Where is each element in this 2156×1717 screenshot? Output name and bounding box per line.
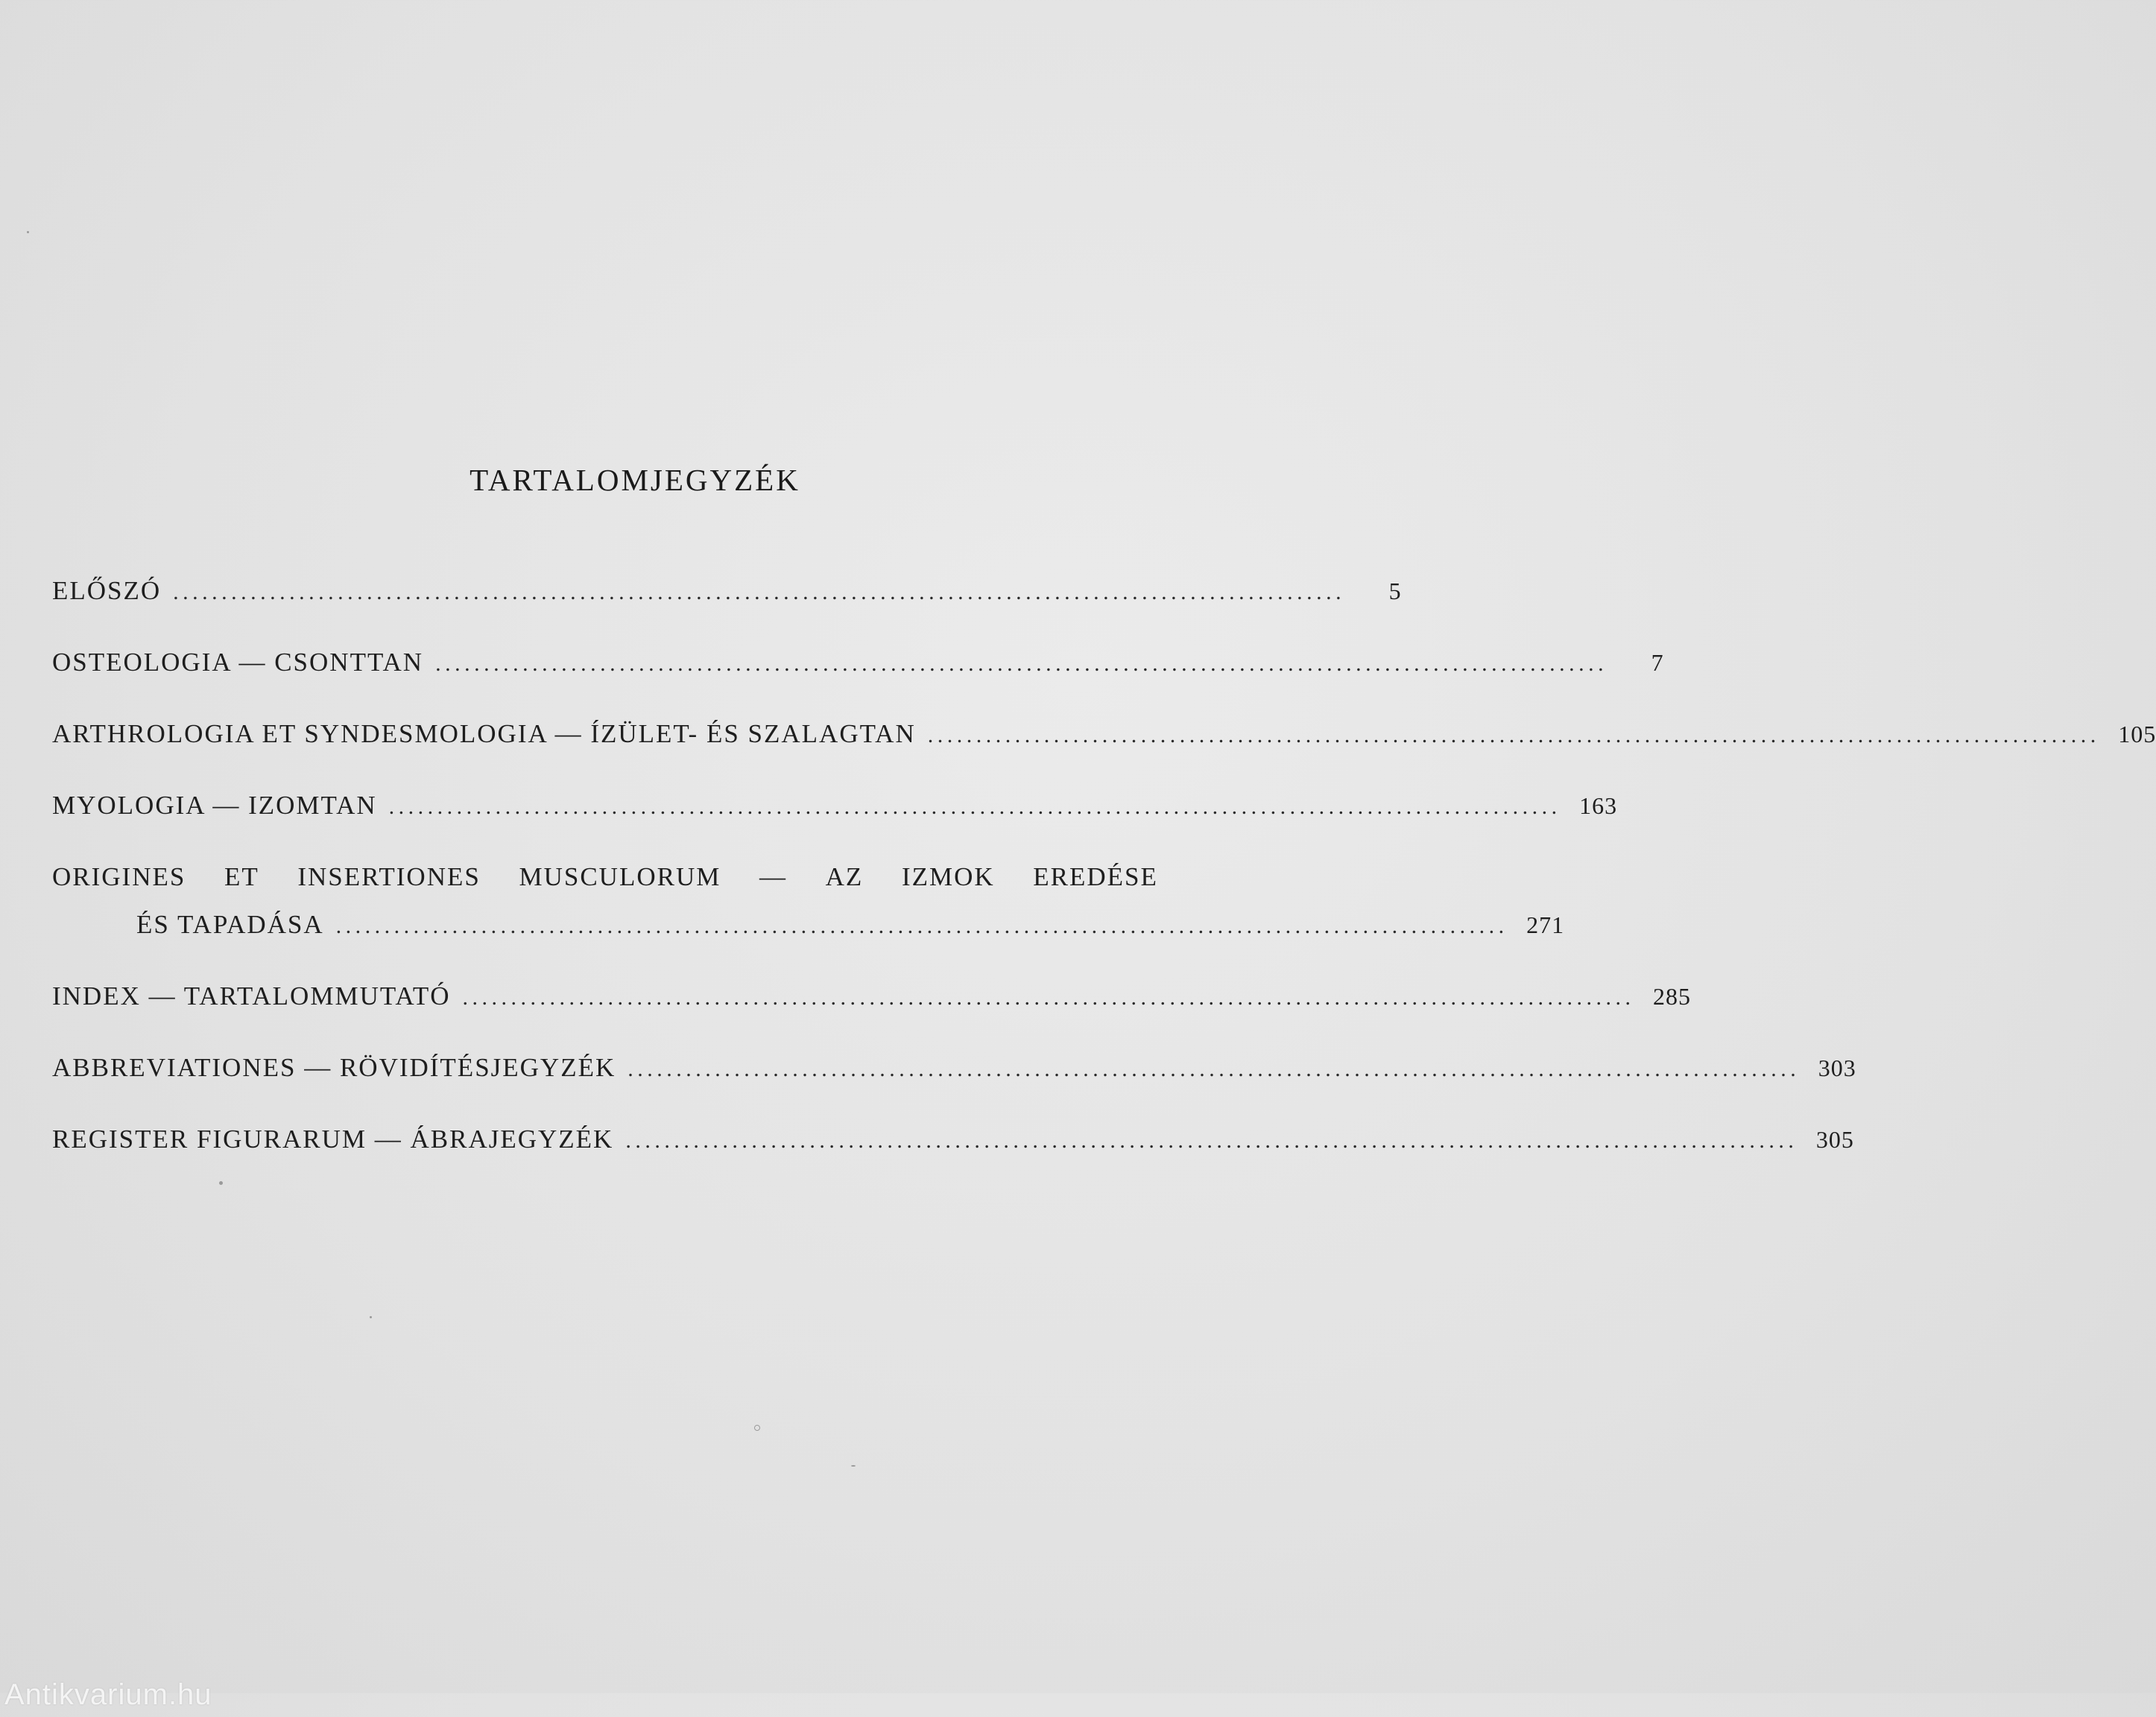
- toc-word: IZMOK: [901, 862, 995, 891]
- leader-dots: [389, 790, 1557, 824]
- leader-dots: [625, 1124, 1793, 1158]
- toc-entry-osteologia: [52, 645, 1664, 681]
- toc-entry-page: 271: [1526, 911, 1565, 938]
- leader-dots: [173, 575, 1341, 610]
- paper-speck: [219, 1181, 223, 1185]
- toc-entry-page: 105: [2118, 721, 2156, 747]
- watermark: Antikvarium.hu: [4, 1678, 212, 1711]
- toc-entry-label: MYOLOGIA — IZOMTAN: [52, 791, 377, 820]
- paper-speck: [27, 231, 29, 233]
- toc-word: AZ: [825, 862, 864, 891]
- toc-entry-page: 303: [1818, 1054, 1856, 1081]
- toc-word: ORIGINES: [52, 862, 186, 891]
- table-of-contents: [52, 574, 2156, 1158]
- leader-dots: [462, 981, 1630, 1015]
- toc-entry-eloszo: [52, 574, 1402, 610]
- toc-entry-register: [52, 1122, 1854, 1158]
- toc-word: EREDÉSE: [1033, 862, 1158, 891]
- toc-entry-page: 7: [1651, 649, 1664, 676]
- leader-dots: [928, 718, 2096, 753]
- paper-speck: [370, 1316, 372, 1318]
- toc-entry-index: [52, 979, 1691, 1015]
- toc-entry-label-line2: ÉS TAPADÁSA: [136, 910, 324, 939]
- toc-entry-abbreviationes: [52, 1051, 1856, 1087]
- toc-entry-label: OSTEOLOGIA — CSONTTAN: [52, 648, 424, 677]
- paper-speck: [754, 1425, 760, 1431]
- toc-word: MUSCULORUM: [519, 862, 721, 891]
- toc-entry-page: 285: [1652, 983, 1691, 1010]
- leader-dots: [435, 647, 1603, 681]
- toc-word: ET: [224, 862, 259, 891]
- toc-entry-arthrologia: [52, 717, 2156, 753]
- toc-entry-page: 163: [1579, 792, 1618, 819]
- toc-word: INSERTIONES: [297, 862, 481, 891]
- toc-entry-page: 305: [1815, 1126, 1854, 1153]
- toc-entry-page: 5: [1388, 578, 1402, 604]
- toc-entry-label: REGISTER FIGURARUM — ÁBRAJEGYZÉK: [52, 1125, 614, 1154]
- toc-word: —: [759, 862, 787, 891]
- leader-dots: [627, 1052, 1795, 1087]
- toc-entry-label: INDEX — TARTALOMMUTATÓ: [52, 981, 451, 1011]
- toc-entry-label: ARTHROLOGIA ET SYNDESMOLOGIA — ÍZÜLET- ÉS SZALAGTAN: [52, 719, 916, 748]
- leader-dots: [336, 909, 1504, 943]
- toc-entry-label: ELŐSZÓ: [52, 576, 162, 605]
- toc-entry-origines: [52, 860, 1565, 943]
- toc-entry-label-line1: [52, 860, 1215, 894]
- paper-speck: [851, 1465, 856, 1467]
- page-title: TARTALOMJEGYZÉK: [470, 463, 800, 497]
- toc-entry-myologia: [52, 788, 1618, 824]
- toc-entry-label: ABBREVIATIONES — RÖVIDÍTÉSJEGYZÉK: [52, 1053, 616, 1082]
